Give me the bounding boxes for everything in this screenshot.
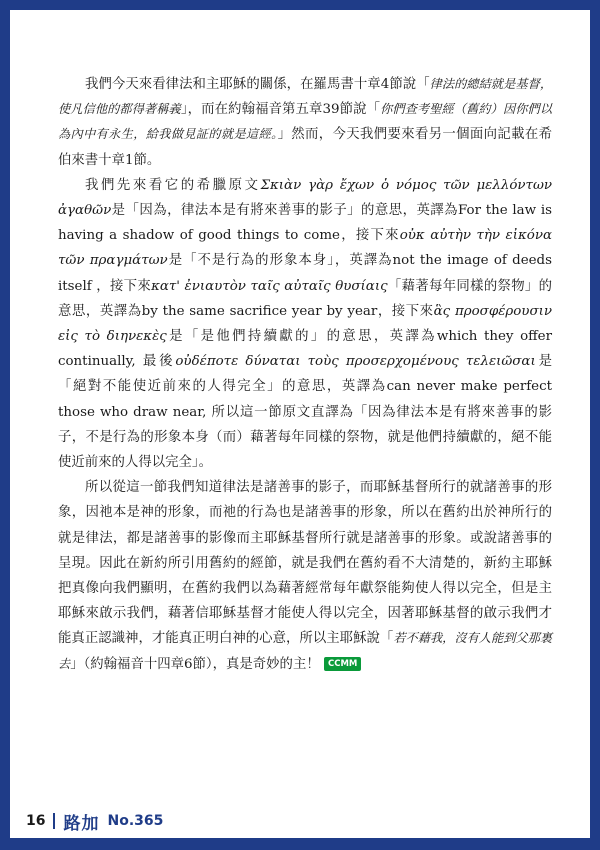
scripture-quote: 你們查考聖經（舊約）因你們以為內中有永生，給我做見証的就是這經。 xyxy=(58,102,553,142)
page-number: 16 xyxy=(26,813,46,829)
ccmm-badge: CCMM xyxy=(324,657,361,671)
text-run: 是「因為，律法本是有將來善事的影子」的意思，英譯為For the law is having a shadow of good things to come，接下來 xyxy=(58,203,552,244)
greek-text: Σκιὰν γὰρ ἔχων ὁ νόμος τῶν μελλόντων ἀγαθῶν xyxy=(58,177,553,219)
text-run: 我們先來看它的希臘原文 xyxy=(85,177,261,193)
text-run: 所以從這一節我們知道律法是諸善事的影子，而耶穌基督所行的就諸善事的形象，因祂本是神的形象，而祂的行為也是諸善事的形象，所以在舊約出於神所行的就是律法，都是諸善事的影像而主耶穌基督所行就是諸善事的形象。或說諸善事的呈現。因此在新約所引用舊約的經節，就是我們在舊約看不大清楚的，新約主耶穌把真像向我們顯明，在舊約我們以為藉著經常每年獻祭能夠使人得以完全，但是主耶穌來啟示我們，藉著信耶穌基督才能使人得以完全，因著耶穌基督的啟示我們才能真正認識神，才能真正明白神的心意，所以主耶穌說「 xyxy=(58,480,552,647)
greek-text: ἃς προσφέρουσιν εἰς τὸ διηνεκὲς xyxy=(58,303,552,345)
scripture-quote: 若不藉我，沒有人能到父那裏去 xyxy=(58,631,553,671)
article-body xyxy=(58,72,552,677)
magazine-logo: 路加 xyxy=(63,813,100,834)
greek-text: κατ' ἐνιαυτὸν ταῖς αὐταῖς θυσίαις xyxy=(151,278,388,294)
greek-text: οὐκ αὐτὴν τὴν εἰκόνα τῶν πραγμάτων xyxy=(58,228,552,269)
text-run: 」然而，今天我們要來看另一個面向記載在希伯來書十章1節。 xyxy=(58,127,553,168)
paragraph-2 xyxy=(58,173,552,475)
frame-top xyxy=(0,0,600,10)
footer-divider xyxy=(53,813,55,829)
frame-left xyxy=(0,0,10,850)
text-run: 是「絕對不能使近前來的人得完全」的意思，英譯為can never make perfect those who draw near, 所以這一節原文直譯為「因為律法本是有將來善事的影子，不是行為的形象本身（而）藉著每年同樣的祭物，就是他們持續獻的，絕不能使近前來的人得以完全」。 xyxy=(58,354,553,471)
text-run: 」（約翰福音十四章6節），真是奇妙的主！ xyxy=(70,656,320,672)
scripture-quote: 律法的總結就是基督，使凡信他的都得著稱義 xyxy=(58,77,553,117)
paragraph-3 xyxy=(58,475,552,677)
paragraph-1 xyxy=(58,72,552,173)
frame-right xyxy=(590,0,600,850)
text-run: 是「不是行為的形象本身」，英譯為not the image of deeds itself ，接下來 xyxy=(58,253,553,294)
greek-text: οὐδέποτε δύναται τοὺς προσερχομένους τελειῶσαι xyxy=(175,354,536,370)
text-run: 「藉著每年同樣的祭物」的意思，英譯為by the same sacrifice year by year，接下來 xyxy=(58,278,553,319)
text-run: 我們今天來看律法和主耶穌的關係，在羅馬書十章4節說「 xyxy=(85,77,430,92)
frame-bottom xyxy=(0,838,600,850)
text-run: 是「是他們持續獻的」的意思，英譯為which they offer continually, 最後 xyxy=(58,329,552,370)
issue-number: No.365 xyxy=(107,813,164,829)
text-run: 」，而在約翰福音第五章39節說「 xyxy=(180,102,381,118)
page-footer xyxy=(26,810,163,832)
